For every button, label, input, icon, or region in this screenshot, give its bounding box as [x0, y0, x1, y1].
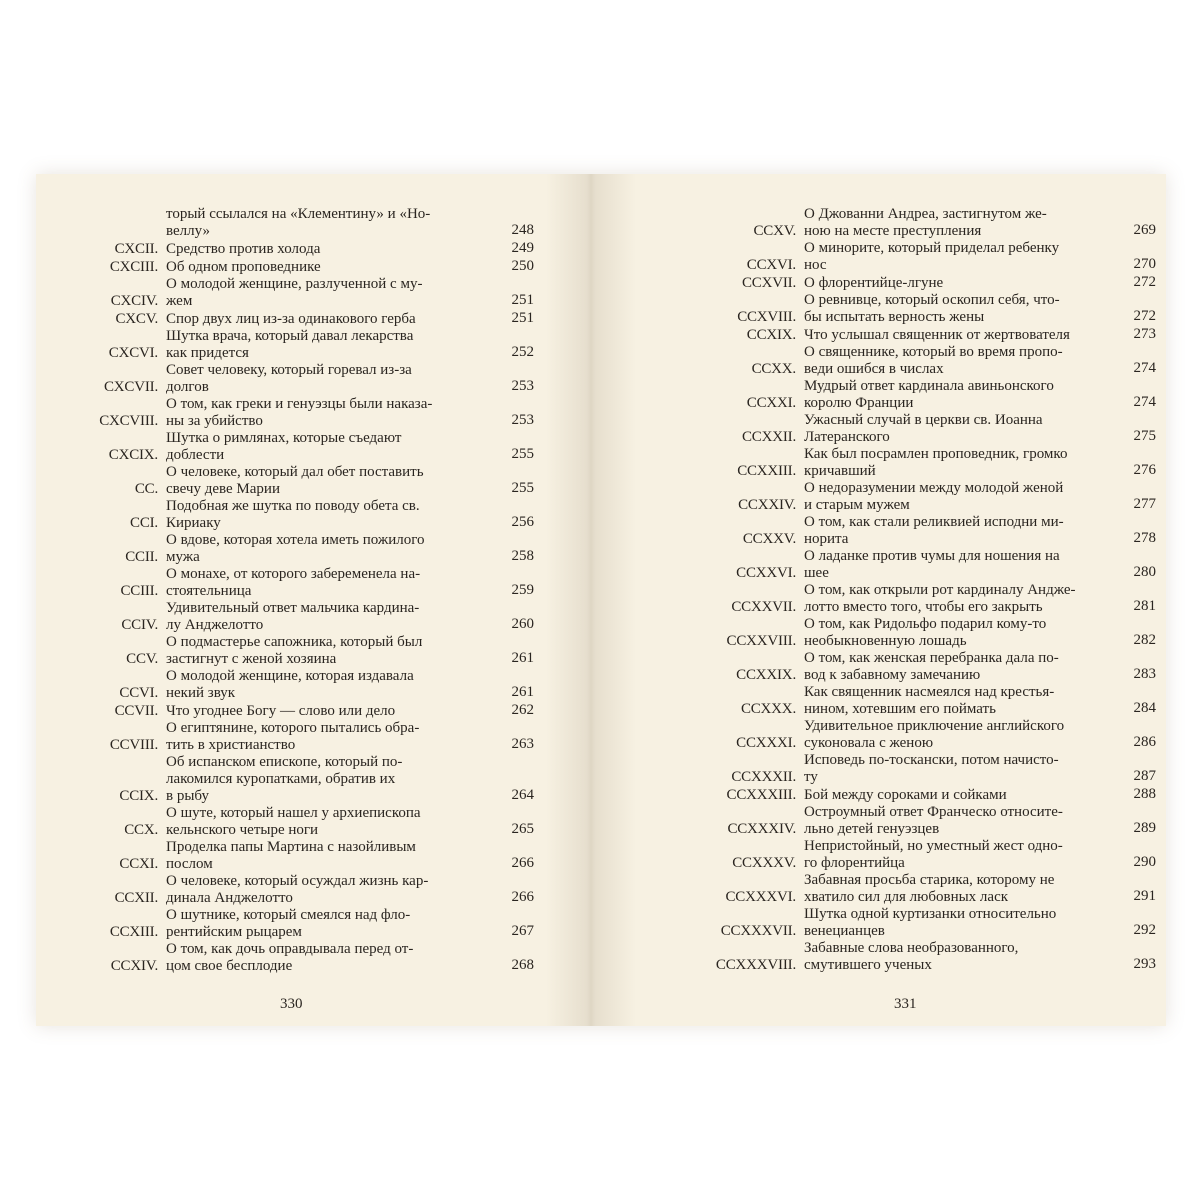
- entry-page: 269: [1133, 222, 1156, 238]
- entry-numeral: CXCIX.: [108, 447, 158, 463]
- entry-title: Остроумный ответ Франческо относите- льно детей генуэзцев: [804, 804, 1063, 837]
- entry-title: Проделка папы Мартина с назойливым послом: [166, 839, 416, 872]
- entry-page: 277: [1133, 496, 1156, 512]
- entry-page: 249: [511, 240, 534, 256]
- entry-title: Бой между сороками и сойками: [804, 787, 1007, 803]
- entry-numeral: CCXXII.: [741, 429, 796, 445]
- entry-numeral: CCXX.: [751, 361, 796, 377]
- entry-title: Исповедь по-тоскански, потом начисто- ту: [804, 752, 1059, 785]
- toc-entry: [42, 805, 534, 839]
- entry-numeral: CCXII.: [114, 890, 158, 906]
- entry-title: Мудрый ответ кардинала авиньонского королю Франции: [804, 378, 1054, 411]
- entry-title: Непристойный, но уместный жест одно- го флорентийца: [804, 838, 1063, 871]
- entry-title: О Джованни Андреа, застигнутом же- ною на месте преступления: [804, 206, 1047, 239]
- entry-page: 282: [1133, 632, 1156, 648]
- entry-page: 258: [511, 548, 534, 564]
- entry-numeral: CXCVI.: [108, 345, 158, 361]
- entry-title: Что услышал священник от жертвователя: [804, 327, 1070, 343]
- entry-page: 274: [1133, 394, 1156, 410]
- toc-entry: [668, 412, 1156, 446]
- toc-entry: [668, 838, 1156, 872]
- entry-title: Как священник насмеялся над крестья- нином, хотевшим его поймать: [804, 684, 1055, 717]
- toc-entry: [668, 274, 1156, 292]
- toc-entry: [42, 258, 534, 276]
- entry-page: 253: [511, 378, 534, 394]
- entry-numeral: CCIX.: [119, 788, 158, 804]
- entry-numeral: CCV.: [126, 651, 158, 667]
- entry-page: 260: [511, 616, 534, 632]
- entry-numeral: CCXXVII.: [731, 599, 796, 615]
- entry-numeral: CXCVIII.: [99, 413, 158, 429]
- entry-numeral: CXCV.: [115, 311, 158, 327]
- entry-page: 274: [1133, 360, 1156, 376]
- entry-title: торый ссылался на «Клементину» и «Но- веллу»: [166, 206, 431, 239]
- entry-numeral: CCXXXVI.: [725, 889, 796, 905]
- toc-entry: [668, 480, 1156, 514]
- left-page-number: 330: [280, 996, 303, 1012]
- entry-page: 266: [511, 889, 534, 905]
- toc-entry: [668, 804, 1156, 838]
- entry-page: 250: [511, 258, 534, 274]
- entry-page: 255: [511, 446, 534, 462]
- entry-title: О человеке, который осуждал жизнь кар- динала Анджелотто: [166, 873, 429, 906]
- toc-entry: [42, 498, 534, 532]
- toc-entry: [668, 446, 1156, 480]
- entry-title: О молодой женщине, которая издавала некий звук: [166, 668, 414, 701]
- toc-entry: [668, 718, 1156, 752]
- entry-page: 273: [1133, 326, 1156, 342]
- entry-title: Подобная же шутка по поводу обета св. Кириаку: [166, 498, 420, 531]
- entry-title: Удивительное приключение английского суконовала с женою: [804, 718, 1065, 751]
- entry-title: О недоразумении между молодой женой и старым мужем: [804, 480, 1064, 513]
- entry-page: 252: [511, 344, 534, 360]
- entry-title: Об одном проповеднике: [166, 259, 321, 275]
- entry-numeral: CCVIII.: [109, 737, 158, 753]
- toc-entry: [668, 752, 1156, 786]
- entry-page: 267: [511, 923, 534, 939]
- entry-page: 272: [1133, 274, 1156, 290]
- entry-page: 288: [1133, 786, 1156, 802]
- entry-numeral: CCXXXIV.: [727, 821, 796, 837]
- toc-entry: [668, 326, 1156, 344]
- entry-numeral: CCXXXV.: [732, 855, 796, 871]
- entry-title: О молодой женщине, разлученной с му- жем: [166, 276, 423, 309]
- entry-numeral: CCXXIII.: [737, 463, 796, 479]
- entry-title: Удивительный ответ мальчика кардина- лу Анджелотто: [166, 600, 420, 633]
- entry-numeral: CXCIII.: [109, 259, 158, 275]
- toc-entry: [668, 548, 1156, 582]
- entry-title: Забавные слова необразованного, смутившего ученых: [804, 940, 1019, 973]
- entry-page: 286: [1133, 734, 1156, 750]
- entry-numeral: CCVI.: [119, 685, 158, 701]
- entry-title: Что угоднее Богу — слово или дело: [166, 703, 396, 719]
- entry-title: Ужасный случай в церкви св. Иоанна Латеранского: [804, 412, 1043, 445]
- entry-title: О вдове, которая хотела иметь пожилого мужа: [166, 532, 425, 565]
- entry-numeral: CCXVII.: [741, 275, 796, 291]
- entry-title: Шутка врача, который давал лекарства как придется: [166, 328, 414, 361]
- toc-entry: [668, 344, 1156, 378]
- toc-entry: [668, 940, 1156, 974]
- entry-page: 278: [1133, 530, 1156, 546]
- entry-page: 290: [1133, 854, 1156, 870]
- toc-entry: [42, 464, 534, 498]
- entry-page: 292: [1133, 922, 1156, 938]
- toc-entry: [42, 328, 534, 362]
- entry-page: 280: [1133, 564, 1156, 580]
- entry-title: Шутка одной куртизанки относительно венецианцев: [804, 906, 1057, 939]
- entry-page: 283: [1133, 666, 1156, 682]
- toc-entry: [42, 532, 534, 566]
- toc-entry: [668, 582, 1156, 616]
- entry-page: 291: [1133, 888, 1156, 904]
- entry-page: 275: [1133, 428, 1156, 444]
- entry-page: 272: [1133, 308, 1156, 324]
- right-page-contents: [668, 206, 1156, 974]
- toc-entry: [668, 872, 1156, 906]
- entry-title: О подмастерье сапожника, который был застигнут с женой хозяина: [166, 634, 423, 667]
- book-spread: [36, 174, 1166, 1026]
- entry-numeral: CCXXXIII.: [726, 787, 796, 803]
- entry-title: О том, как греки и генуэзцы были наказа- ны за убийство: [166, 396, 433, 429]
- entry-title: О ладанке против чумы для ношения на шее: [804, 548, 1060, 581]
- entry-title: Об испанском епископе, который по- лакомился куропатками, обратив их в рыбу: [166, 754, 403, 804]
- entry-numeral: CXCVII.: [103, 379, 158, 395]
- entry-numeral: CCXVIII.: [737, 309, 796, 325]
- entry-page: 262: [511, 702, 534, 718]
- entry-page: 261: [511, 684, 534, 700]
- entry-title: О человеке, который дал обет поставить свечу деве Марии: [166, 464, 424, 497]
- entry-page: 253: [511, 412, 534, 428]
- entry-numeral: CXCII.: [114, 241, 158, 257]
- toc-entry: [42, 206, 534, 240]
- toc-entry: [668, 378, 1156, 412]
- entry-numeral: CCXXX.: [740, 701, 796, 717]
- entry-page: 261: [511, 650, 534, 666]
- toc-entry: [668, 906, 1156, 940]
- entry-title: Шутка о римлянах, которые съедают доблести: [166, 430, 402, 463]
- entry-title: О минорите, который приделал ребенку нос: [804, 240, 1060, 273]
- entry-page: 263: [511, 736, 534, 752]
- entry-page: 276: [1133, 462, 1156, 478]
- toc-entry: [668, 514, 1156, 548]
- entry-page: 293: [1133, 956, 1156, 972]
- entry-title: Средство против холода: [166, 241, 321, 257]
- entry-numeral: CCXIV.: [110, 958, 158, 974]
- entry-page: 281: [1133, 598, 1156, 614]
- entry-title: О священнике, который во время пропо- веди ошибся в числах: [804, 344, 1063, 377]
- entry-title: О египтянине, которого пытались обра- тить в христианство: [166, 720, 420, 753]
- entry-numeral: CCXXVI.: [736, 565, 796, 581]
- entry-title: О шутнике, который смеялся над фло- рентийским рыцарем: [166, 907, 411, 940]
- entry-numeral: CCXI.: [119, 856, 158, 872]
- toc-entry: [668, 650, 1156, 684]
- entry-numeral: CCXIX.: [746, 327, 796, 343]
- entry-numeral: CCXXIX.: [736, 667, 796, 683]
- entry-title: О том, как дочь оправдывала перед от- цом свое бесплодие: [166, 941, 414, 974]
- entry-numeral: CCII.: [125, 549, 158, 565]
- entry-numeral: CXCIV.: [110, 293, 158, 309]
- toc-entry: [668, 292, 1156, 326]
- entry-numeral: CCXXXVII.: [720, 923, 796, 939]
- right-page-number: 331: [894, 996, 917, 1012]
- entry-numeral: CCXXXI.: [736, 735, 796, 751]
- entry-numeral: CCXIII.: [109, 924, 158, 940]
- entry-title: Забавная просьба старика, которому не хватило сил для любовных ласк: [804, 872, 1055, 905]
- entry-numeral: CCI.: [130, 515, 158, 531]
- toc-entry: [668, 786, 1156, 804]
- toc-entry: [42, 839, 534, 873]
- entry-title: Как был посрамлен проповедник, громко кричавший: [804, 446, 1068, 479]
- entry-title: О монахе, от которого забеременела на- стоятельница: [166, 566, 421, 599]
- left-page-contents: [42, 206, 534, 975]
- entry-title: О ревнивце, который оскопил себя, что- бы испытать верность жены: [804, 292, 1060, 325]
- toc-entry: [42, 668, 534, 702]
- entry-title: О том, как женская перебранка дала по- вод к забавному замечанию: [804, 650, 1059, 683]
- toc-entry: [42, 430, 534, 464]
- toc-entry: [42, 310, 534, 328]
- toc-entry: [42, 566, 534, 600]
- book-gutter: [546, 174, 636, 1026]
- toc-entry: [668, 616, 1156, 650]
- entry-page: 289: [1133, 820, 1156, 836]
- entry-page: 259: [511, 582, 534, 598]
- entry-title: О том, как Ридольфо подарил кому-то необыкновенную лошадь: [804, 616, 1047, 649]
- entry-numeral: CCXXVIII.: [726, 633, 796, 649]
- entry-numeral: CCX.: [124, 822, 158, 838]
- toc-entry: [42, 600, 534, 634]
- toc-entry: [668, 240, 1156, 274]
- toc-entry: [42, 702, 534, 720]
- entry-numeral: CCIV.: [121, 617, 158, 633]
- entry-page: 255: [511, 480, 534, 496]
- entry-page: 266: [511, 855, 534, 871]
- entry-page: 251: [511, 292, 534, 308]
- toc-entry: [42, 873, 534, 907]
- toc-entry: [42, 396, 534, 430]
- entry-title: О шуте, который нашел у архиепископа кельнского четыре ноги: [166, 805, 421, 838]
- entry-numeral: CCXXIV.: [738, 497, 796, 513]
- entry-numeral: CCVII.: [114, 703, 158, 719]
- entry-page: 248: [511, 222, 534, 238]
- entry-page: 270: [1133, 256, 1156, 272]
- toc-entry: [42, 754, 534, 805]
- entry-title: Спор двух лиц из-за одинакового герба: [166, 311, 416, 327]
- entry-numeral: CCIII.: [120, 583, 158, 599]
- entry-numeral: CCXXI.: [746, 395, 796, 411]
- entry-title: Совет человеку, который горевал из-за долгов: [166, 362, 412, 395]
- entry-page: 256: [511, 514, 534, 530]
- entry-page: 264: [511, 787, 534, 803]
- entry-numeral: CCXXXVIII.: [715, 957, 796, 973]
- toc-entry: [42, 634, 534, 668]
- entry-numeral: CCXXXII.: [731, 769, 796, 785]
- toc-entry: [668, 684, 1156, 718]
- entry-page: 284: [1133, 700, 1156, 716]
- toc-entry: [42, 720, 534, 754]
- toc-entry: [42, 941, 534, 975]
- entry-numeral: CCXVI.: [746, 257, 796, 273]
- toc-entry: [42, 276, 534, 310]
- entry-numeral: CCXV.: [753, 223, 796, 239]
- toc-entry: [668, 206, 1156, 240]
- entry-title: О том, как стали реликвией исподни ми- норита: [804, 514, 1064, 547]
- entry-page: 251: [511, 310, 534, 326]
- entry-page: 287: [1133, 768, 1156, 784]
- entry-page: 265: [511, 821, 534, 837]
- entry-page: 268: [511, 957, 534, 973]
- entry-numeral: CC.: [134, 481, 158, 497]
- entry-title: О флорентийце-лгуне: [804, 275, 944, 291]
- entry-numeral: CCXXV.: [742, 531, 796, 547]
- toc-entry: [42, 240, 534, 258]
- entry-title: О том, как открыли рот кардиналу Андже- лотто вместо того, чтобы его закрыть: [804, 582, 1076, 615]
- toc-entry: [42, 362, 534, 396]
- toc-entry: [42, 907, 534, 941]
